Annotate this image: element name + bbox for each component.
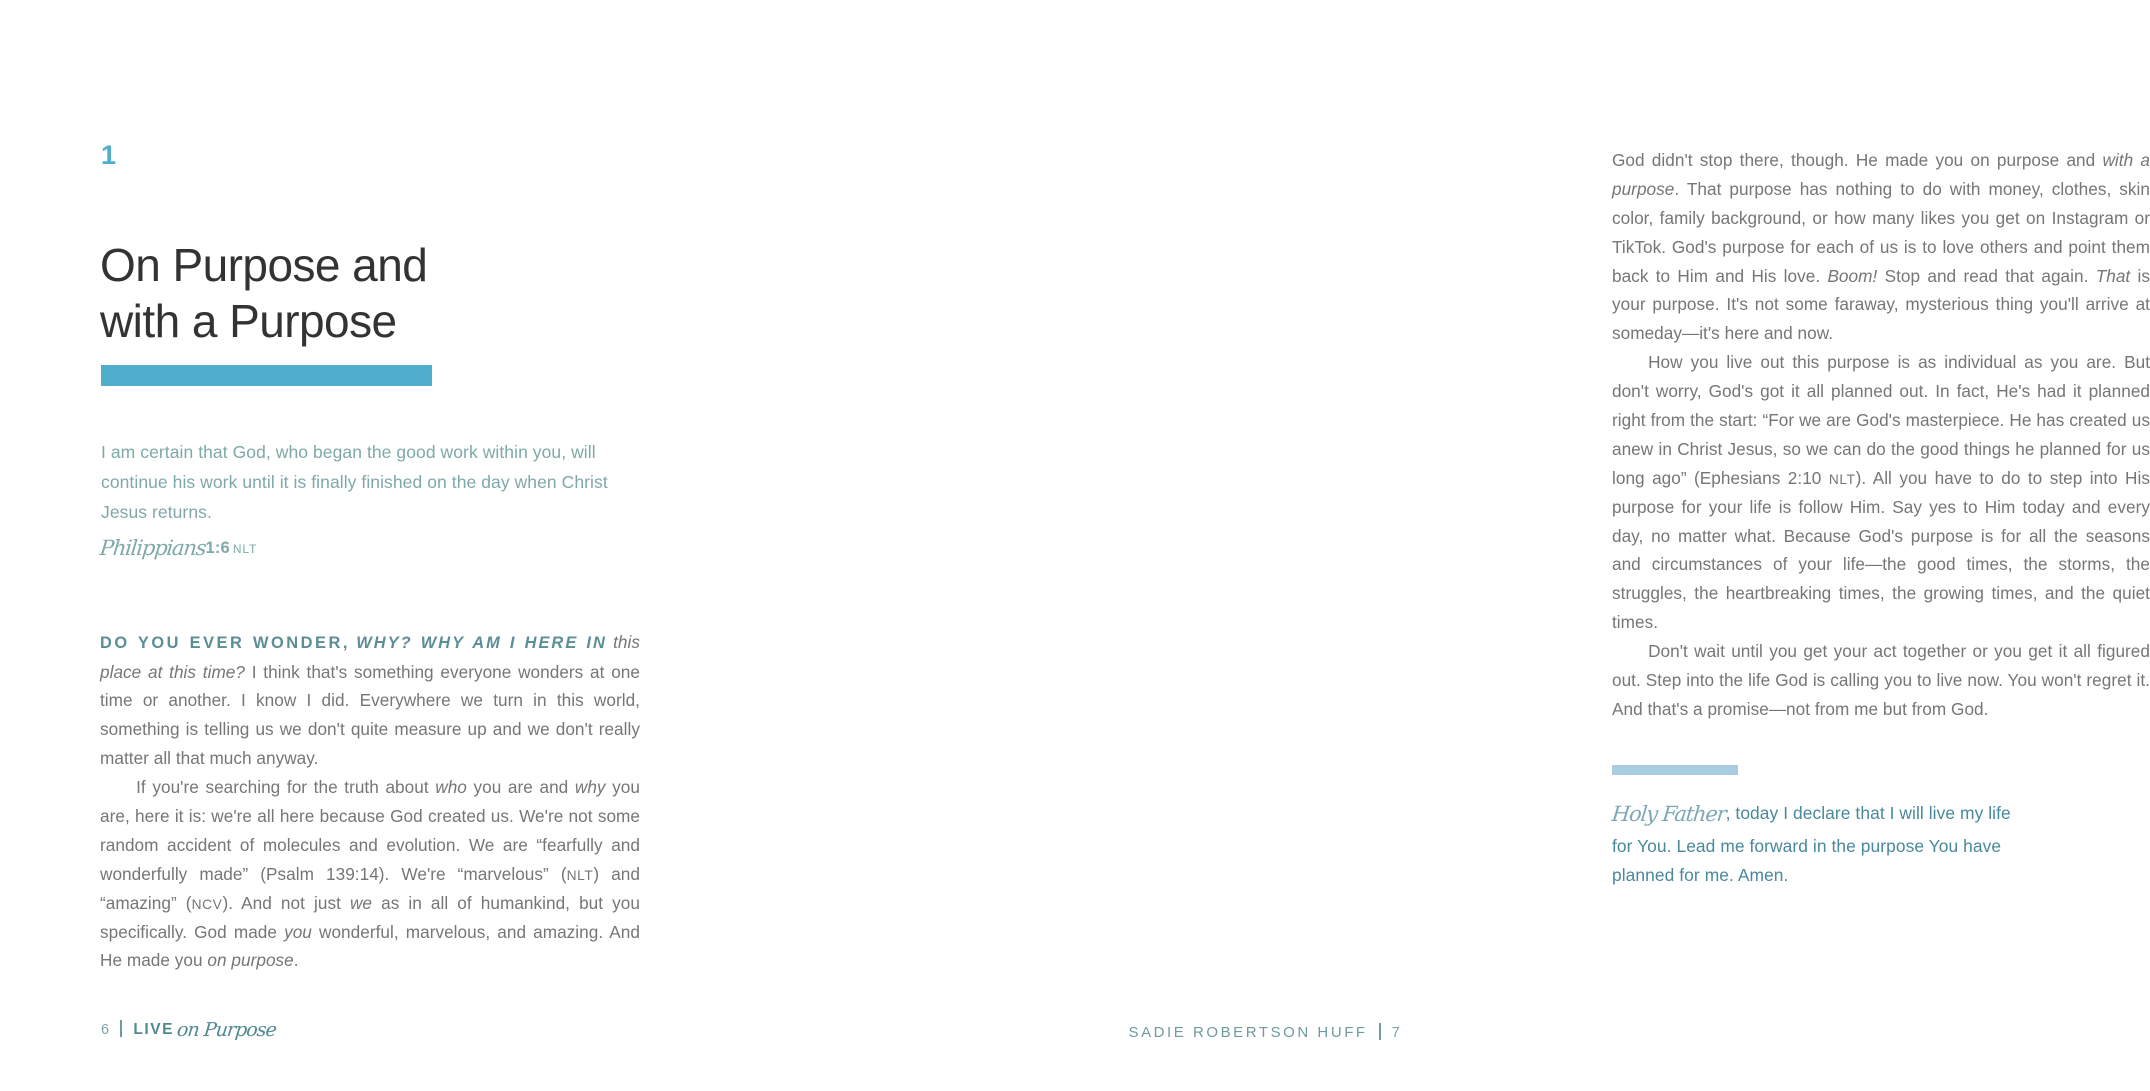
paragraph-5: Don't wait until you get your act together or you get it all figured out. Step into the life God is calling you to live now. You won't regret it. And that's a promise—not from me but from God.	[1612, 641, 2150, 719]
rp1-part-4: is your purpose. It's not some faraway, mysterious thing you'll arrive at someday—it's here and now.	[1612, 265, 2150, 344]
footer-book-title-script: on Purpose	[175, 1019, 278, 1041]
p2-version-ncv: NCV	[191, 896, 223, 912]
p2-part-6: as in all of humankind, but you specifically. God made	[100, 892, 640, 942]
left-page-footer	[101, 1019, 276, 1041]
p2-part-3: you are, here it is: we're all here because God created us. We're not some random accident of molecules and evolution. We are “fearfully and wonderfully made” (Psalm 139:14). We're “marvelous” (	[100, 777, 640, 884]
right-column-body	[1612, 146, 2150, 724]
p2-part-8: .	[293, 950, 299, 971]
scripture-reference-book: Philippians	[98, 536, 207, 560]
prayer-text: , today I declare that I will live my life for You. Lead me forward in the purpose You have planned for me. Amen.	[1612, 803, 2011, 885]
paragraph-1	[100, 628, 640, 773]
chapter-title-line-1: On Purpose and	[100, 238, 428, 291]
rp1-part-1: God didn't stop there, though. He made you on purpose and	[1612, 150, 2103, 170]
paragraph-1-italic-continuation: this place at this time?	[100, 632, 641, 682]
left-column-body	[100, 628, 640, 975]
right-page-footer	[1129, 1023, 1400, 1041]
rp1-part-2: . That purpose has nothing to do with money, clothes, skin color, family background, or how many likes you get on Instagram or TikTok. God's purpose for each of us is to love others and point them back to Him and His love.	[1612, 178, 2150, 286]
lead-in-caps: DO YOU EVER WONDER,	[100, 634, 350, 652]
p2-italic-why: why	[574, 777, 606, 798]
rp2-part-1: How you live out this purpose is as individual as you are. But don't worry, God's got it all planned out. In fact, He's had it planned right from the start: “For we are God's masterpiece. He has created us anew in Christ Jesus, so we can do the good things he planned for us long ago” (Ephesians 2:10	[1612, 352, 2150, 488]
footer-book-title-main: LIVE	[133, 1021, 175, 1038]
scripture-reference-version: NLT	[232, 542, 258, 556]
rp1-italic-boom: Boom!	[1827, 265, 1878, 286]
paragraph-2	[100, 773, 640, 975]
p2-italic-on-purpose: on purpose	[207, 950, 294, 971]
chapter-title-line-2: with a Purpose	[100, 294, 397, 347]
p2-part-4: ) and “amazing” (	[100, 863, 640, 913]
rp2-version-nlt: NLT	[1828, 471, 1856, 487]
chapter-title	[100, 237, 660, 349]
lead-in-caps-italic: WHY? WHY AM I HERE IN	[356, 634, 607, 652]
p2-part-1: If you're searching for the truth about	[136, 777, 436, 798]
folio-right: 7	[1391, 1025, 1400, 1041]
prayer-salutation: Holy Father	[1610, 802, 1727, 826]
rp1-italic-with-a-purpose: with a purpose	[1612, 150, 2150, 199]
p2-italic-we: we	[349, 892, 373, 913]
p2-part-5: ). And not just	[222, 892, 350, 913]
accent-bar	[101, 365, 432, 386]
folio-left: 6	[101, 1022, 110, 1038]
footer-author-name: SADIE ROBERTSON HUFF	[1128, 1024, 1368, 1041]
p2-part-2: you are and	[466, 777, 575, 798]
p2-italic-who: who	[435, 777, 467, 798]
scripture-reference-verse: 1:6	[205, 539, 230, 557]
paragraph-1-rest: I think that's something everyone wonders at one time or another. I know I did. Everywhere we turn in this world, something is telling us we don't quite measure up and we don't really matter all that much anyway.	[100, 661, 640, 769]
left-page	[0, 0, 750, 1091]
right-page	[750, 0, 2150, 1091]
p2-version-nlt: NLT	[566, 867, 594, 883]
prayer-block	[1612, 797, 2012, 890]
paragraph-3	[1612, 146, 2150, 348]
rp1-part-3: Stop and read that again.	[1877, 265, 2096, 286]
scripture-quote: I am certain that God, who began the good work within you, will continue his work until it is finally finished on the day when Christ Jesus returns.	[101, 442, 608, 523]
scripture-reference	[100, 536, 257, 560]
chapter-number: 1	[101, 140, 117, 170]
prayer-divider-bar	[1612, 765, 1738, 775]
footer-divider-left	[120, 1020, 122, 1037]
rp1-italic-that: That	[2095, 265, 2131, 286]
p2-part-7: wonderful, marvelous, and amazing. And He made you	[100, 921, 640, 971]
footer-book-title	[133, 1019, 278, 1041]
paragraph-4	[1612, 348, 2150, 637]
rp2-part-2: ). All you have to do to step into His purpose for your life is follow Him. Say yes to Him today and every day, no matter what. Because God's purpose is for all the seasons and circumstances of your life—the good times, the storms, the struggles, the heartbreaking times, the growing times, and the quiet times.	[1612, 467, 2150, 633]
footer-divider-right	[1379, 1023, 1381, 1040]
p2-italic-you: you	[284, 921, 312, 942]
